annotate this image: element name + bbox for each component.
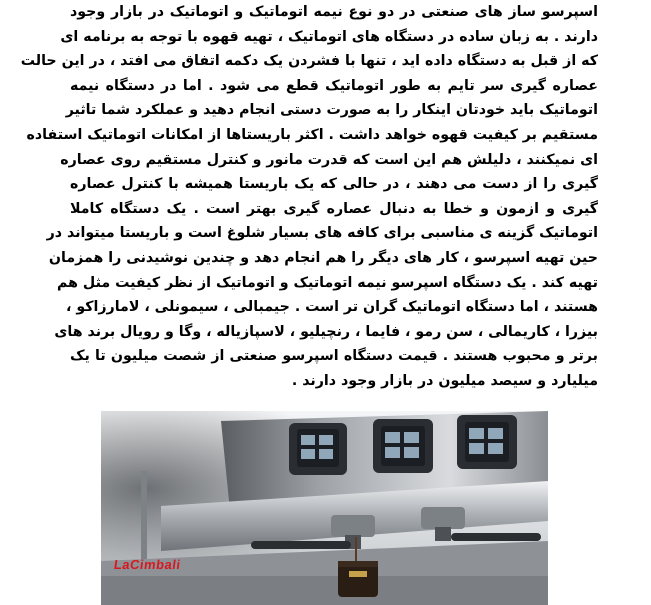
control-screen-2	[373, 419, 433, 473]
article-line: اتوماتیک گزینه ی مناسبی برای کافه های بسیار شلوغ است و باریستا میتواند در	[46, 225, 598, 242]
espresso-machine-photo	[101, 411, 548, 605]
article-line: گیری و ازمون و خطا به دنبال عصاره گیری بهتر است . یک دستگاه کاملا	[70, 200, 598, 217]
article-line: بیزرا ، کاریمالی ، سن رمو ، فایما ، رنچیلیو ، لاسپازیاله ، وگا و رویال برند های	[54, 323, 598, 340]
control-screen-3	[457, 415, 517, 469]
article-line: هستند ، اما دستگاه اتوماتیک گران تر است . جیمبالی ، سیمونلی ، لامارزاکو ،	[66, 299, 598, 316]
article-line: اتوماتیک باید خودتان اینکار را به صورت دستی انجام دهید و عملکرد شما تاثیر	[65, 102, 598, 119]
brand-logo: LaCimbali	[112, 557, 182, 572]
article-line: مستقیم بر کیفیت قهوه خواهد داشت . اکثر باریستاها از امکانات اتوماتیک استفاده	[26, 126, 598, 143]
espresso-machine-illustration	[101, 411, 548, 605]
article-line: دارند . به زبان ساده در دستگاه های اتوماتیک ، تهیه قهوه با توجه به برنامه ای	[60, 28, 598, 45]
article-line: گیری را از دست می دهند ، در حالی که یک باریستا همیشه با کنترل عصاره	[70, 176, 598, 193]
article-line: حین تهیه اسپرسو ، کار های دیگر را هم انجام دهد و چندین نوشیدنی را همزمان	[48, 249, 598, 266]
drip-tray	[101, 576, 548, 605]
article-line: ای نمیکنند ، دلیلش هم این است که قدرت مانور و کنترل مستقیم روی عصاره	[60, 151, 598, 168]
control-screen-1	[289, 423, 347, 475]
article-line: برتر و محبوب هستند . قیمت دستگاه اسپرسو صنعتی از شصت میلیون تا یک	[70, 348, 598, 365]
article-line: اسپرسو ساز های صنعتی در دو نوع نیمه اتوماتیک و اتوماتیک در بازار وجود	[70, 4, 598, 20]
article-line: میلیارد و سیصد میلیون در بازار وجود دارند .	[291, 372, 598, 389]
article-line: که از قبل به دستگاه داده اید ، تنها با فشردن یک دکمه اتفاق می افتد ، در این حالت	[20, 53, 598, 70]
article-body	[20, 0, 598, 394]
article-line: عصاره گیری سر تایم به طور اتوماتیک قطع می شود . اما در دستگاه نیمه	[70, 77, 598, 94]
article-line: تهیه کند . یک دستگاه اسپرسو نیمه اتوماتیک و اتوماتیک از نظر کیفیت مثل هم	[57, 274, 598, 291]
